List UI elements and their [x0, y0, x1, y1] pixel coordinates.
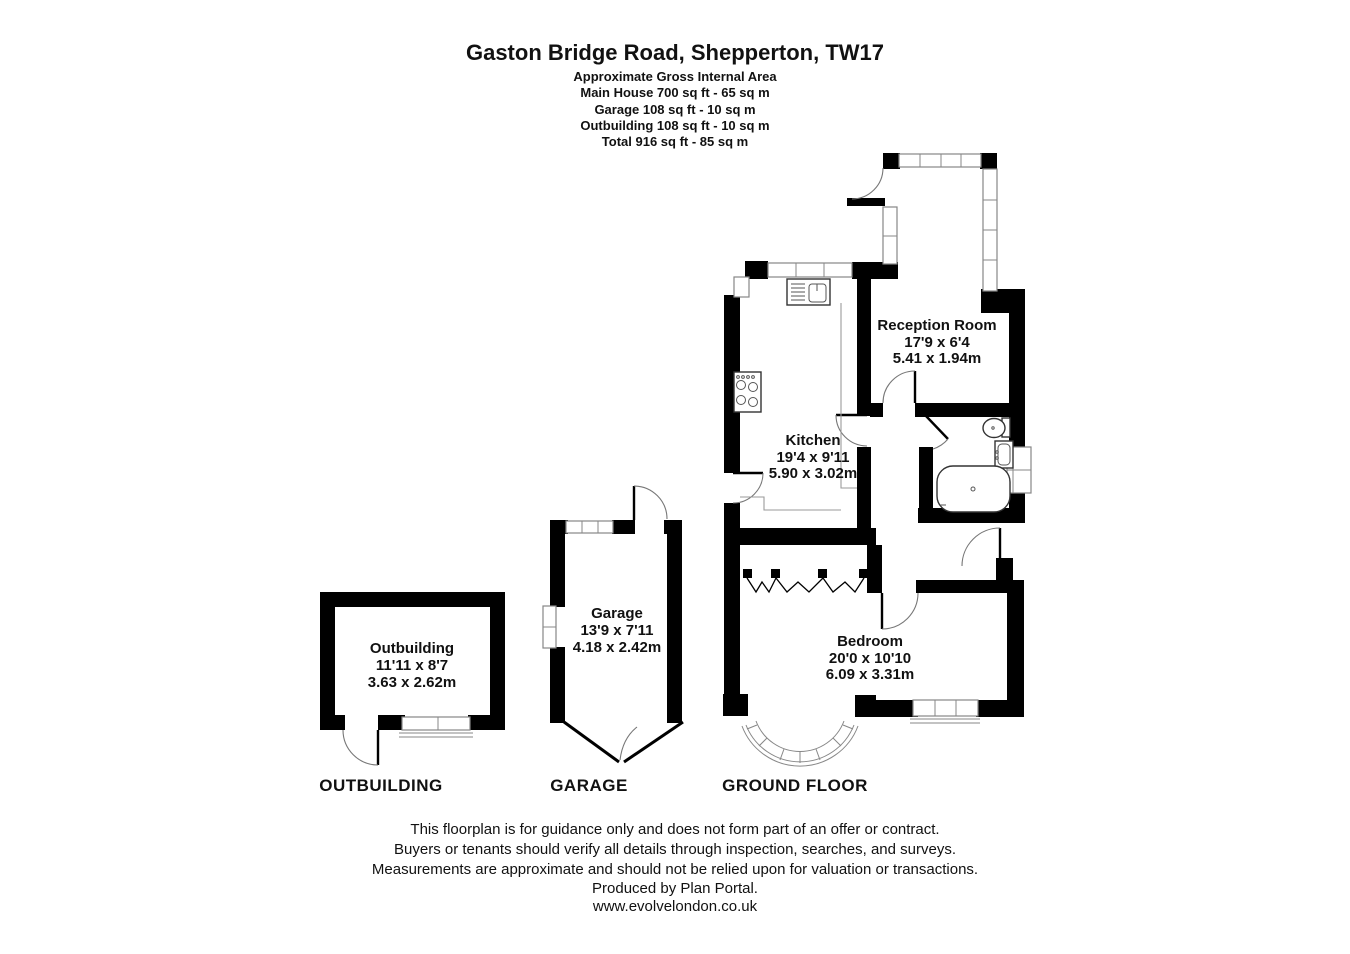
- ground-floor-label: GROUND FLOOR: [722, 776, 868, 795]
- toilet: [983, 418, 1010, 438]
- bedroom-door: [882, 593, 918, 629]
- area-main-house: Main House 700 sq ft - 65 sq m: [580, 85, 770, 100]
- header: [466, 40, 884, 149]
- kitchen-name: Kitchen: [785, 432, 841, 449]
- page-title: Gaston Bridge Road, Shepperton, TW17: [465, 40, 885, 65]
- bedroom-imperial: 20'0 x 10'10: [828, 650, 912, 667]
- bedroom-label: [826, 633, 914, 683]
- reception-label: [877, 317, 996, 367]
- rear-door: [962, 528, 1000, 566]
- garage-west-window: [543, 606, 556, 648]
- bedroom-name: Bedroom: [837, 633, 903, 650]
- reception-north-window: [899, 154, 981, 167]
- footer: [372, 821, 978, 915]
- garage-plan: [543, 486, 683, 762]
- bay-window: [742, 721, 858, 766]
- kitchen-west-window: [734, 277, 749, 297]
- outbuilding-metric: 3.63 x 2.62m: [367, 674, 457, 691]
- garage-side-door: [634, 486, 667, 520]
- outbuilding-plan: [320, 592, 505, 765]
- bedroom-south-window: [910, 700, 980, 723]
- kitchen-metric: 5.90 x 3.02m: [768, 465, 858, 482]
- outbuilding-label: [368, 640, 456, 691]
- kitchen-label: [769, 432, 857, 482]
- bathtub: [937, 466, 1010, 512]
- area-total: Total 916 sq ft - 85 sq m: [601, 134, 749, 149]
- bedroom-metric: 6.09 x 3.31m: [825, 666, 915, 683]
- disclaimer-line-1: This floorplan is for guidance only and does not form part of an offer or contract.: [410, 821, 940, 838]
- reception-west-window: [883, 207, 897, 264]
- reception-imperial: 17'9 x 6'4: [904, 334, 970, 351]
- garage-label: [573, 605, 661, 656]
- reception-east-window: [983, 169, 997, 291]
- outbuilding-name: Outbuilding: [369, 640, 455, 657]
- garage-north-window: [566, 521, 613, 533]
- disclaimer-line-2: Buyers or tenants should verify all details through inspection, searches, and surveys.: [394, 841, 956, 858]
- header-subtitle: Approximate Gross Internal Area: [573, 69, 777, 84]
- kitchen-sink: [787, 279, 830, 305]
- website-line: www.evolvelondon.co.uk: [592, 898, 758, 915]
- disclaimer-line-3: Measurements are approximate and should not be relied upon for valuation or transactions.: [371, 861, 979, 878]
- garage-doors: [564, 722, 683, 762]
- area-garage: Garage 108 sq ft - 10 sq m: [594, 102, 756, 117]
- bathroom-door: [926, 416, 948, 449]
- entry-door: [852, 168, 883, 199]
- east-walls: [918, 313, 1025, 717]
- bathroom-sink: [995, 441, 1013, 468]
- garage-imperial: 13'9 x 7'11: [580, 622, 654, 639]
- bedroom-wardrobe: [743, 569, 868, 592]
- floor-labels: [319, 776, 868, 795]
- reception-extension-walls: [847, 153, 1025, 313]
- outbuilding-door: [343, 730, 378, 765]
- outbuilding-floor-label: OUTBUILDING: [319, 776, 443, 795]
- outbuilding-imperial: 11'11 x 8'7: [375, 657, 449, 674]
- outbuilding-window: [399, 717, 473, 737]
- garage-name: Garage: [591, 605, 643, 622]
- area-outbuilding: Outbuilding 108 sq ft - 10 sq m: [580, 118, 770, 133]
- kitchen-hob: [734, 372, 761, 412]
- garage-metric: 4.18 x 2.42m: [572, 639, 662, 656]
- kitchen-back-door: [733, 473, 763, 503]
- garage-floor-label: GARAGE: [550, 776, 628, 795]
- reception-door: [883, 371, 915, 403]
- kitchen-imperial: 19'4 x 9'11: [776, 449, 850, 466]
- reception-name: Reception Room: [877, 317, 997, 334]
- main-house-plan: [723, 153, 1031, 766]
- reception-metric: 5.41 x 1.94m: [892, 350, 982, 367]
- produced-by-line: Produced by Plan Portal.: [592, 880, 758, 897]
- kitchen-north-window: [768, 263, 852, 277]
